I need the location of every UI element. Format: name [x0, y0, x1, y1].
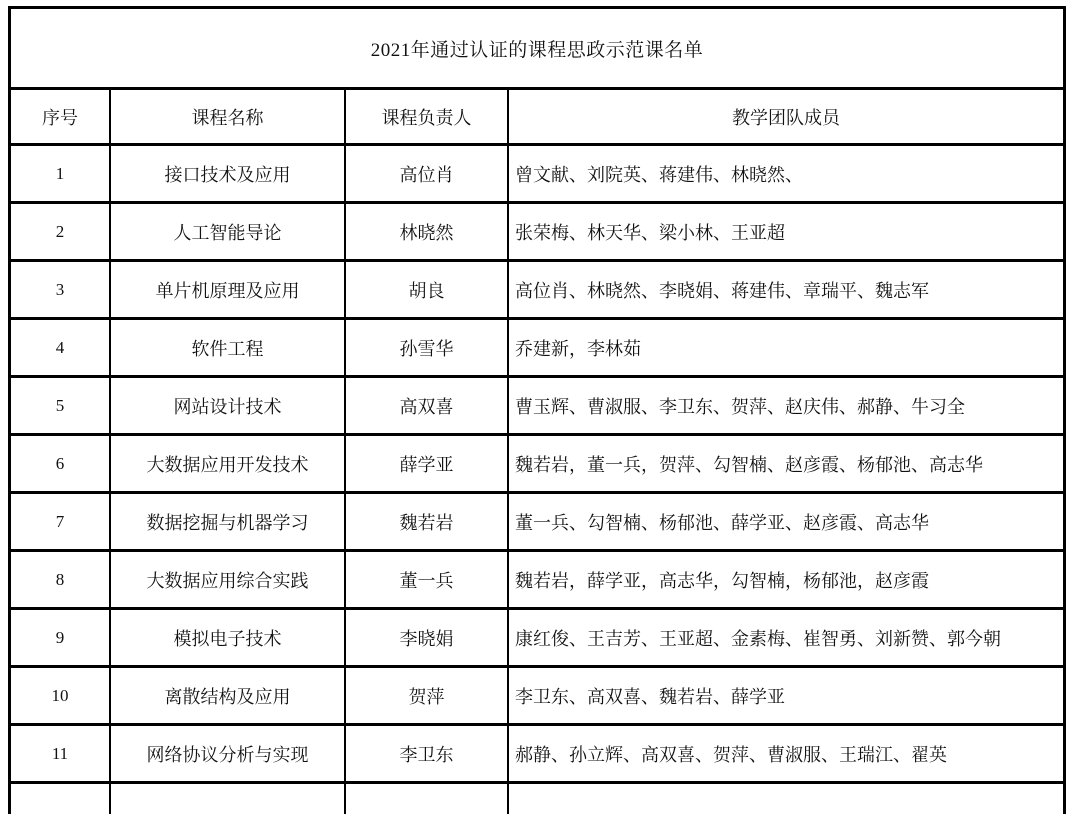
header-cell-leader: 课程负责人 — [346, 90, 509, 143]
team-cell: 乔建新，李林茹 — [515, 338, 641, 359]
course-name-cell: 大数据应用综合实践 — [111, 552, 346, 607]
team-cell: 康红俊、王吉芳、王亚超、金素梅、崔智勇、刘新赞、郭今朝 — [515, 628, 1001, 649]
table-row — [11, 552, 1063, 610]
leader-cell: 高位肖 — [346, 146, 509, 201]
table-row — [11, 146, 1063, 204]
table-header-row — [11, 90, 1063, 146]
table-row — [11, 668, 1063, 726]
header-cell-course: 课程名称 — [111, 90, 346, 143]
leader-cell: 孙雪华 — [346, 320, 509, 375]
course-name-cell: 模拟电子技术 — [111, 610, 346, 665]
header-cell-index: 序号 — [11, 90, 111, 143]
row-number-cell: 5 — [11, 378, 111, 433]
header-cell-team: 教学团队成员 — [732, 107, 840, 128]
table-row — [11, 378, 1063, 436]
stub-cell — [346, 784, 509, 814]
table-row — [11, 726, 1063, 784]
team-cell: 魏若岩，董一兵，贺萍、勾智楠、赵彦霞、杨郁池、高志华 — [515, 454, 983, 475]
row-number-cell: 10 — [11, 668, 111, 723]
row-number-cell: 4 — [11, 320, 111, 375]
course-name-cell: 接口技术及应用 — [111, 146, 346, 201]
next-row-cutoff — [11, 784, 1063, 814]
row-number-cell: 11 — [11, 726, 111, 781]
leader-cell: 薛学亚 — [346, 436, 509, 491]
team-cell: 曹玉辉、曹淑服、李卫东、贺萍、赵庆伟、郝静、牛习全 — [515, 396, 965, 417]
stub-cell — [111, 784, 346, 814]
stub-cell — [11, 784, 111, 814]
team-cell: 魏若岩，薛学亚，高志华，勾智楠，杨郁池，赵彦霞 — [515, 570, 929, 591]
course-name-cell: 网站设计技术 — [111, 378, 346, 433]
course-name-cell: 离散结构及应用 — [111, 668, 346, 723]
table-row — [11, 204, 1063, 262]
team-cell: 高位肖、林晓然、李晓娟、蒋建伟、章瑞平、魏志军 — [515, 280, 929, 301]
leader-cell: 高双喜 — [346, 378, 509, 433]
row-number-cell: 6 — [11, 436, 111, 491]
stub-cell — [509, 784, 1063, 814]
table-body — [11, 146, 1063, 784]
table-row — [11, 436, 1063, 494]
leader-cell: 李晓娟 — [346, 610, 509, 665]
table-title: 2021年通过认证的课程思政示范课名单 — [11, 9, 1063, 90]
leader-cell: 胡良 — [346, 262, 509, 317]
team-cell: 曾文献、刘院英、蒋建伟、林晓然、 — [515, 164, 803, 185]
table-row — [11, 610, 1063, 668]
leader-cell: 魏若岩 — [346, 494, 509, 549]
team-cell: 李卫东、高双喜、魏若岩、薛学亚 — [515, 686, 785, 707]
course-name-cell: 人工智能导论 — [111, 204, 346, 259]
certified-courses-table — [8, 6, 1066, 814]
course-name-cell: 网络协议分析与实现 — [111, 726, 346, 781]
table-row — [11, 320, 1063, 378]
course-name-cell: 软件工程 — [111, 320, 346, 375]
leader-cell: 林晓然 — [346, 204, 509, 259]
row-number-cell: 1 — [11, 146, 111, 201]
course-name-cell: 单片机原理及应用 — [111, 262, 346, 317]
table-row — [11, 494, 1063, 552]
course-name-cell: 数据挖掘与机器学习 — [111, 494, 346, 549]
team-cell: 郝静、孙立辉、高双喜、贺萍、曹淑服、王瑞江、翟英 — [515, 744, 947, 765]
team-cell: 董一兵、勾智楠、杨郁池、薛学亚、赵彦霞、高志华 — [515, 512, 929, 533]
row-number-cell: 8 — [11, 552, 111, 607]
row-number-cell: 3 — [11, 262, 111, 317]
leader-cell: 董一兵 — [346, 552, 509, 607]
row-number-cell: 2 — [11, 204, 111, 259]
course-name-cell: 大数据应用开发技术 — [111, 436, 346, 491]
row-number-cell: 9 — [11, 610, 111, 665]
row-number-cell: 7 — [11, 494, 111, 549]
leader-cell: 贺萍 — [346, 668, 509, 723]
team-cell: 张荣梅、林天华、梁小林、王亚超 — [515, 222, 785, 243]
table-row — [11, 262, 1063, 320]
leader-cell: 李卫东 — [346, 726, 509, 781]
